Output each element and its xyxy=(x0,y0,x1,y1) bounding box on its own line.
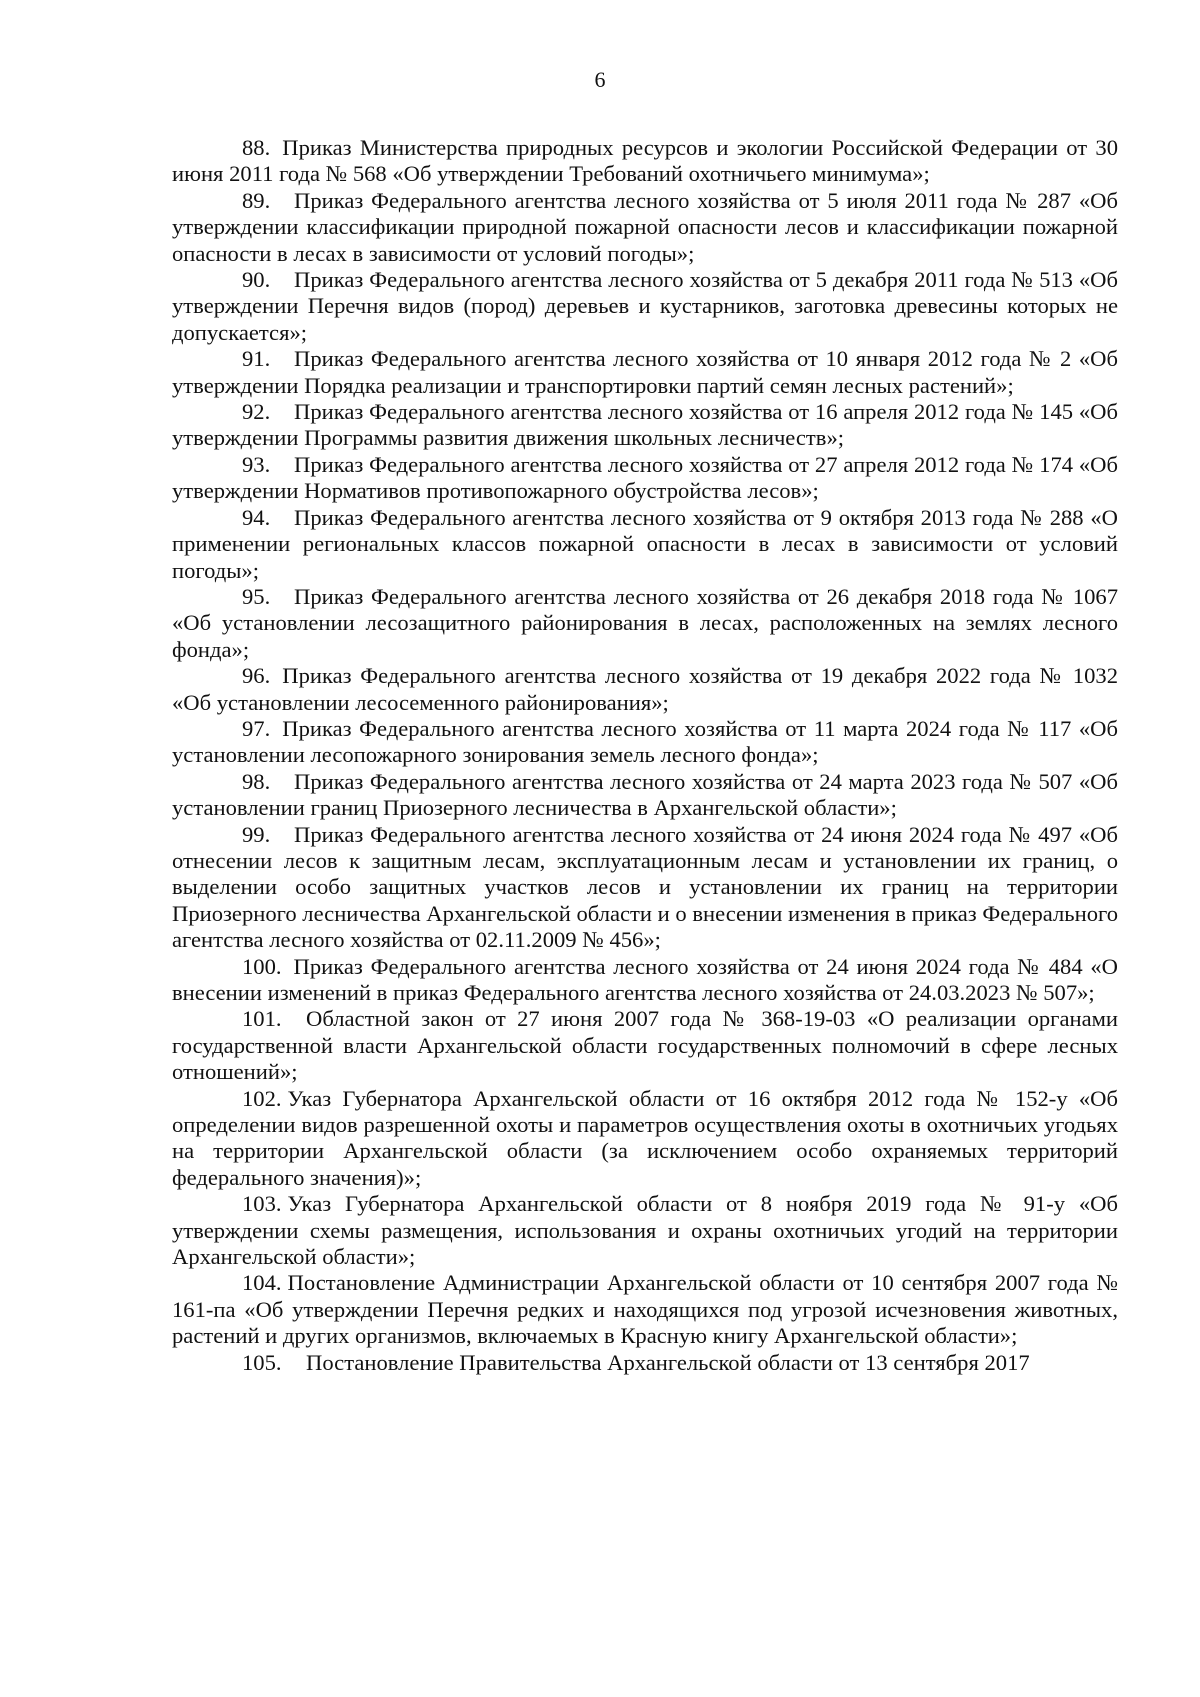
item-text: Указ Губернатора Архангельской области от 16 октября 2012 года № 152-у «Об определении видов разрешенной охоты и параметров осуществления охоты в охотничьих угодьях на территории Архангельской области (за исключением особо охраняемых территорий федерального значения)»; xyxy=(172,1085,1118,1190)
item-number: 94. xyxy=(242,504,271,530)
list-item-99 xyxy=(172,822,1118,954)
item-number: 93. xyxy=(242,451,271,477)
item-text: Приказ Министерства природных ресурсов и экологии Российской Федерации от 30 июня 2011 года № 568 «Об утверждении Требований охотничьего минимума»; xyxy=(172,135,1118,187)
item-number: 89. xyxy=(242,187,271,213)
item-text: Приказ Федерального агентства лесного хозяйства от 11 марта 2024 года № 117 «Об установлении лесопожарного зонирования земель лесного фонда»; xyxy=(172,715,1118,768)
list-item-100 xyxy=(172,954,1118,1007)
list-item-94 xyxy=(172,505,1118,584)
item-number: 98. xyxy=(242,768,271,794)
list-item-97 xyxy=(172,716,1118,769)
item-number: 100. xyxy=(242,953,282,979)
item-number: 105. xyxy=(242,1349,282,1375)
item-text: Приказ Федерального агентства лесного хозяйства от 24 марта 2023 года № 507 «Об установлении границ Приозерного лесничества в Архангельской области»; xyxy=(172,768,1118,821)
item-number: 101. xyxy=(242,1006,282,1032)
item-text: Приказ Федерального агентства лесного хозяйства от 27 апреля 2012 года № 174 «Об утверждении Нормативов противопожарного обустройства лесов»; xyxy=(172,451,1118,504)
item-text: Приказ Федерального агентства лесного хозяйства от 24 июня 2024 года № 497 «Об отнесении лесов к защитным лесам, эксплуатационным лесам и установлении их границ, о выделении особо защитных участков лесов и установлении их границ на территории Приозерного лесничества Архангельской области и о внесении изменения в приказ Федерального агентства лесного хозяйства от 02.11.2009 № 456»; xyxy=(172,821,1118,953)
document-body xyxy=(172,135,1118,1376)
item-number: 92. xyxy=(242,399,271,425)
item-text: Постановление Администрации Архангельской области от 10 сентября 2007 года № 161-па «Об утверждении Перечня редких и находящихся под угрозой исчезновения животных, растений и других организмов, включаемых в Красную книгу Архангельской области»; xyxy=(172,1270,1118,1349)
list-item-102 xyxy=(172,1086,1118,1192)
item-text: Приказ Федерального агентства лесного хозяйства от 5 декабря 2011 года № 513 «Об утверждении Перечня видов (пород) деревьев и кустарников, заготовка древесины которых не допускается»; xyxy=(172,267,1118,345)
item-text: Постановление Правительства Архангельской области от 13 сентября 2017 xyxy=(306,1349,1030,1375)
list-item-95 xyxy=(172,584,1118,663)
item-text: Приказ Федерального агентства лесного хозяйства от 16 апреля 2012 года № 145 «Об утверждении Программы развития движения школьных лесничеств»; xyxy=(172,399,1118,451)
item-number: 102. xyxy=(242,1085,282,1111)
list-item-92 xyxy=(172,399,1118,452)
item-number: 104. xyxy=(242,1270,282,1296)
item-text: Указ Губернатора Архангельской области от 8 ноября 2019 года № 91-у «Об утверждении схемы размещения, использования и охраны охотничьих угодий на территории Архангельской области»; xyxy=(172,1191,1118,1270)
list-item-96 xyxy=(172,663,1118,716)
list-item-98 xyxy=(172,769,1118,822)
item-number: 97. xyxy=(242,715,271,741)
page-number: 6 xyxy=(594,67,606,92)
item-number: 90. xyxy=(242,267,271,293)
list-item-88 xyxy=(172,135,1118,188)
item-text: Областной закон от 27 июня 2007 года № 368-19-03 «О реализации органами государственной власти Архангельской области государственных полномочий в сфере лесных отношений»; xyxy=(172,1006,1118,1085)
item-text: Приказ Федерального агентства лесного хозяйства от 10 января 2012 года № 2 «Об утверждении Порядка реализации и транспортировки партий семян лесных растений»; xyxy=(172,346,1118,398)
item-number: 96. xyxy=(242,663,271,689)
item-number: 103. xyxy=(242,1191,282,1217)
item-text: Приказ Федерального агентства лесного хозяйства от 19 декабря 2022 года № 1032 «Об установлении лесосеменного районирования»; xyxy=(172,663,1118,715)
item-text: Приказ Федерального агентства лесного хозяйства от 24 июня 2024 года № 484 «О внесении изменений в приказ Федерального агентства лесного хозяйства от 24.03.2023 № 507»; xyxy=(172,953,1118,1005)
list-item-93 xyxy=(172,452,1118,505)
list-item-105 xyxy=(172,1350,1118,1376)
item-text: Приказ Федерального агентства лесного хозяйства от 5 июля 2011 года № 287 «Об утверждении классификации природной пожарной опасности лесов и классификации пожарной опасности в лесах в зависимости от условий погоды»; xyxy=(172,187,1118,266)
item-number: 95. xyxy=(242,583,271,609)
item-text: Приказ Федерального агентства лесного хозяйства от 9 октября 2013 года № 288 «О применении региональных классов пожарной опасности в лесах в зависимости от условий погоды»; xyxy=(172,504,1118,583)
list-item-103 xyxy=(172,1191,1118,1270)
item-text: Приказ Федерального агентства лесного хозяйства от 26 декабря 2018 года № 1067 «Об установлении лесозащитного районирования в лесах, расположенных на землях лесного фонда»; xyxy=(172,583,1118,662)
list-item-89 xyxy=(172,188,1118,267)
item-number: 88. xyxy=(242,135,271,160)
item-number: 91. xyxy=(242,346,271,372)
item-number: 99. xyxy=(242,821,271,847)
list-item-104 xyxy=(172,1270,1118,1349)
list-item-101 xyxy=(172,1006,1118,1085)
list-item-90 xyxy=(172,267,1118,346)
list-item-91 xyxy=(172,346,1118,399)
